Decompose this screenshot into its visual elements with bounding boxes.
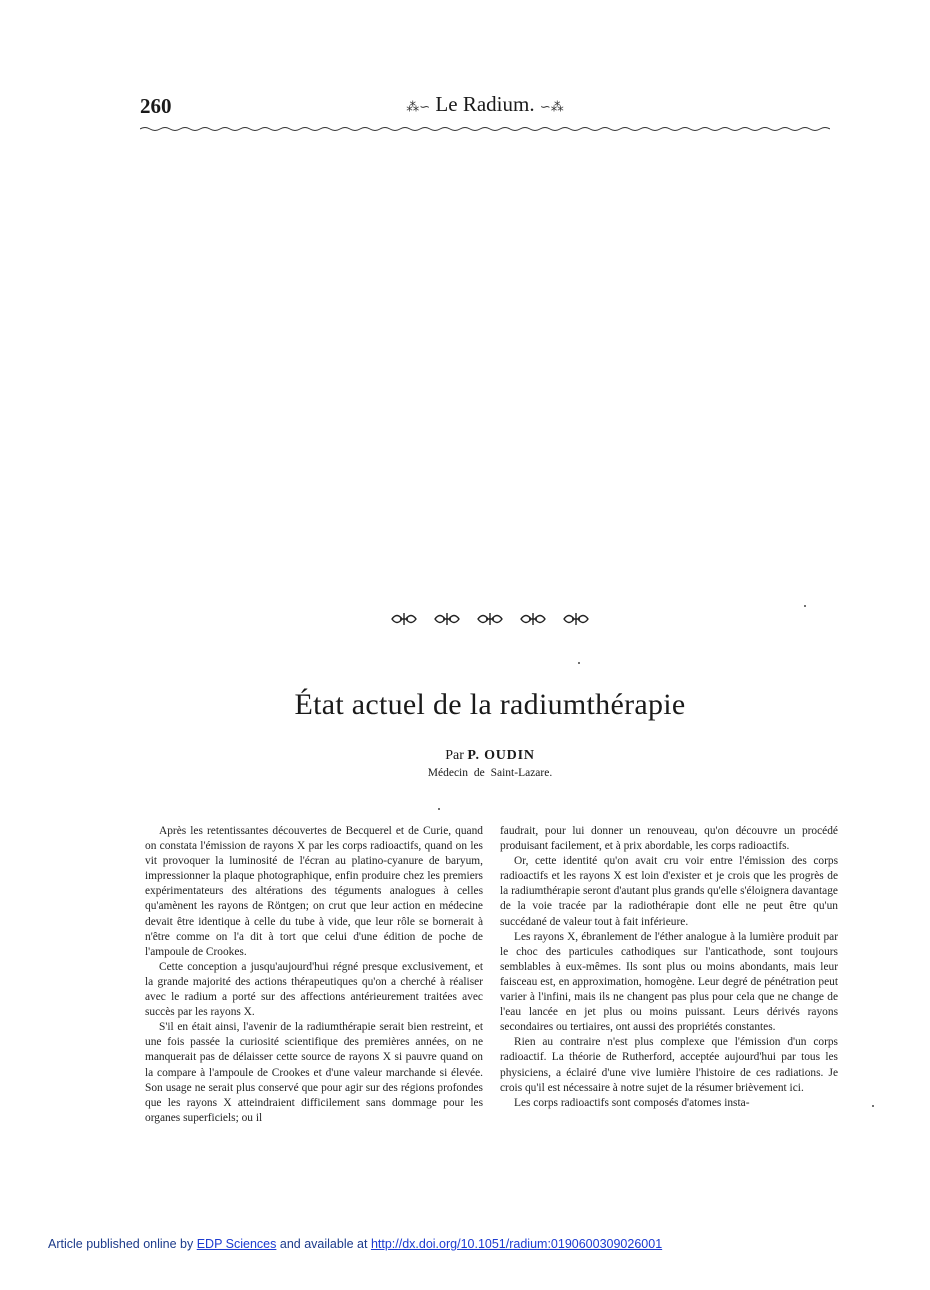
- doi-link[interactable]: http://dx.doi.org/10.1051/radium:0190600309026001: [370, 1237, 663, 1251]
- text-column-left: [145, 824, 483, 1126]
- page-number: 260: [140, 94, 172, 118]
- scan-speck: [438, 808, 440, 810]
- scan-speck: [872, 1105, 874, 1107]
- fleuron-icon: [562, 610, 590, 628]
- text-column-right: [500, 824, 838, 1111]
- paragraph: Cette conception a jusqu'aujourd'hui régné presque exclusivement, et la grande majorité des actions thérapeutiques qu'on a cherché à réaliser avec le radium a porté sur des affections antérieurement traitées avec succès par les rayons X.: [145, 960, 483, 1019]
- author-name: P. OUDIN: [467, 748, 535, 763]
- paragraph: Après les retentissantes découvertes de Becquerel et de Curie, quand on constata l'émission de rayons X par les corps radioactifs, quand on les vit provoquer la luminosité de l'écran au platino-cyanure de baryum, impressionner la plaque photographique, enfin produire chez les premiers expérimentateurs des altérations des téguments analogues à celles qu'amènent les rayons de Röntgen; on crut que leur action en médecine devait être identique à celle du tube à vide, que leur rôle se bornerait à n'être comme on l'a dit à tort que celui d'une édition de poche de l'ampoule de Crookes.: [145, 825, 483, 958]
- author-affiliation: Médecin de Saint-Lazare.: [427, 767, 553, 779]
- paragraph: Les rayons X, ébranlement de l'éther analogue à la lumière produit par le choc des particules cathodiques sur l'anticathode, sont toujours semblables à eux-mêmes. Ils sont plus ou moins abondants, mais leur faisceau est, en approximation, homogène. Leur degré de pénétration peut varier à l'infini, mais ils ne changent pas plus pour cela que ne change de l'eau lancée en jet plus ou moins puissant. Leurs dérivés rayons secondaires ou tertiaires, ont aussi des propriétés constantes.: [500, 930, 838, 1034]
- paragraph: S'il en était ainsi, l'avenir de la radiumthérapie serait bien restreint, et une fois passée la curiosité scientifique des premières années, on ne manquerait pas de délaisser cette source de rayons X si pauvre quand on la compare à l'ampoule de Crookes et d'une valeur marchande si élevée. Son usage ne serait plus conservé que pour agir sur des régions profondes que les rayons X atteindraient difficilement sans dommage pour les organes superficiels; ou il: [145, 1021, 483, 1124]
- journal-title: Le Radium.: [435, 92, 535, 116]
- fleuron-icon: [390, 610, 418, 628]
- publisher-link[interactable]: EDP Sciences: [196, 1237, 277, 1251]
- footer-middle: and available at: [279, 1237, 368, 1251]
- article-title: État actuel de la radiumthérapie: [294, 688, 686, 721]
- scan-speck: [804, 605, 806, 607]
- scan-speck: [578, 662, 580, 664]
- byline-prefix: Par: [445, 748, 464, 763]
- paragraph: Or, cette identité qu'on avait cru voir entre l'émission des corps radioactifs et les rayons X est loin d'exister et je crois que les progrès de la radiumthérapie seront d'autant plus grands qu'elle s'éloignera davantage de la voie tracée par la radiothérapie dont elle ne peut être qu'un succédané de valeur tout à fait inférieure.: [500, 855, 838, 928]
- byline: [140, 748, 840, 764]
- paragraph: Les corps radioactifs sont composés d'atomes insta-: [514, 1096, 750, 1109]
- ornament-left-icon: ⁂∽: [406, 99, 431, 114]
- publication-footer: [48, 1237, 908, 1251]
- paragraph: Rien au contraire n'est plus complexe que l'émission d'un corps radioactif. La théorie de Rutherford, acceptée aujourd'hui par tous les physiciens, a éclairé d'une vive lumière l'histoire de ces radiations. Je crois qu'il est nécessaire à notre sujet de la résumer brièvement ici.: [500, 1036, 838, 1094]
- fleuron-icon: [433, 610, 461, 628]
- footer-prefix: Article published online by: [48, 1237, 194, 1251]
- decorative-rule-icon: [140, 126, 830, 132]
- fleuron-icon: [519, 610, 547, 628]
- fleuron-icon: [476, 610, 504, 628]
- running-header: [140, 92, 830, 124]
- running-title: [380, 92, 590, 117]
- section-ornaments: [390, 610, 590, 630]
- ornament-right-icon: ∽⁂: [539, 99, 564, 114]
- paragraph: faudrait, pour lui donner un renouveau, qu'on découvre un procédé produisant facilement, et à prix abordable, les corps radioactifs.: [500, 825, 838, 853]
